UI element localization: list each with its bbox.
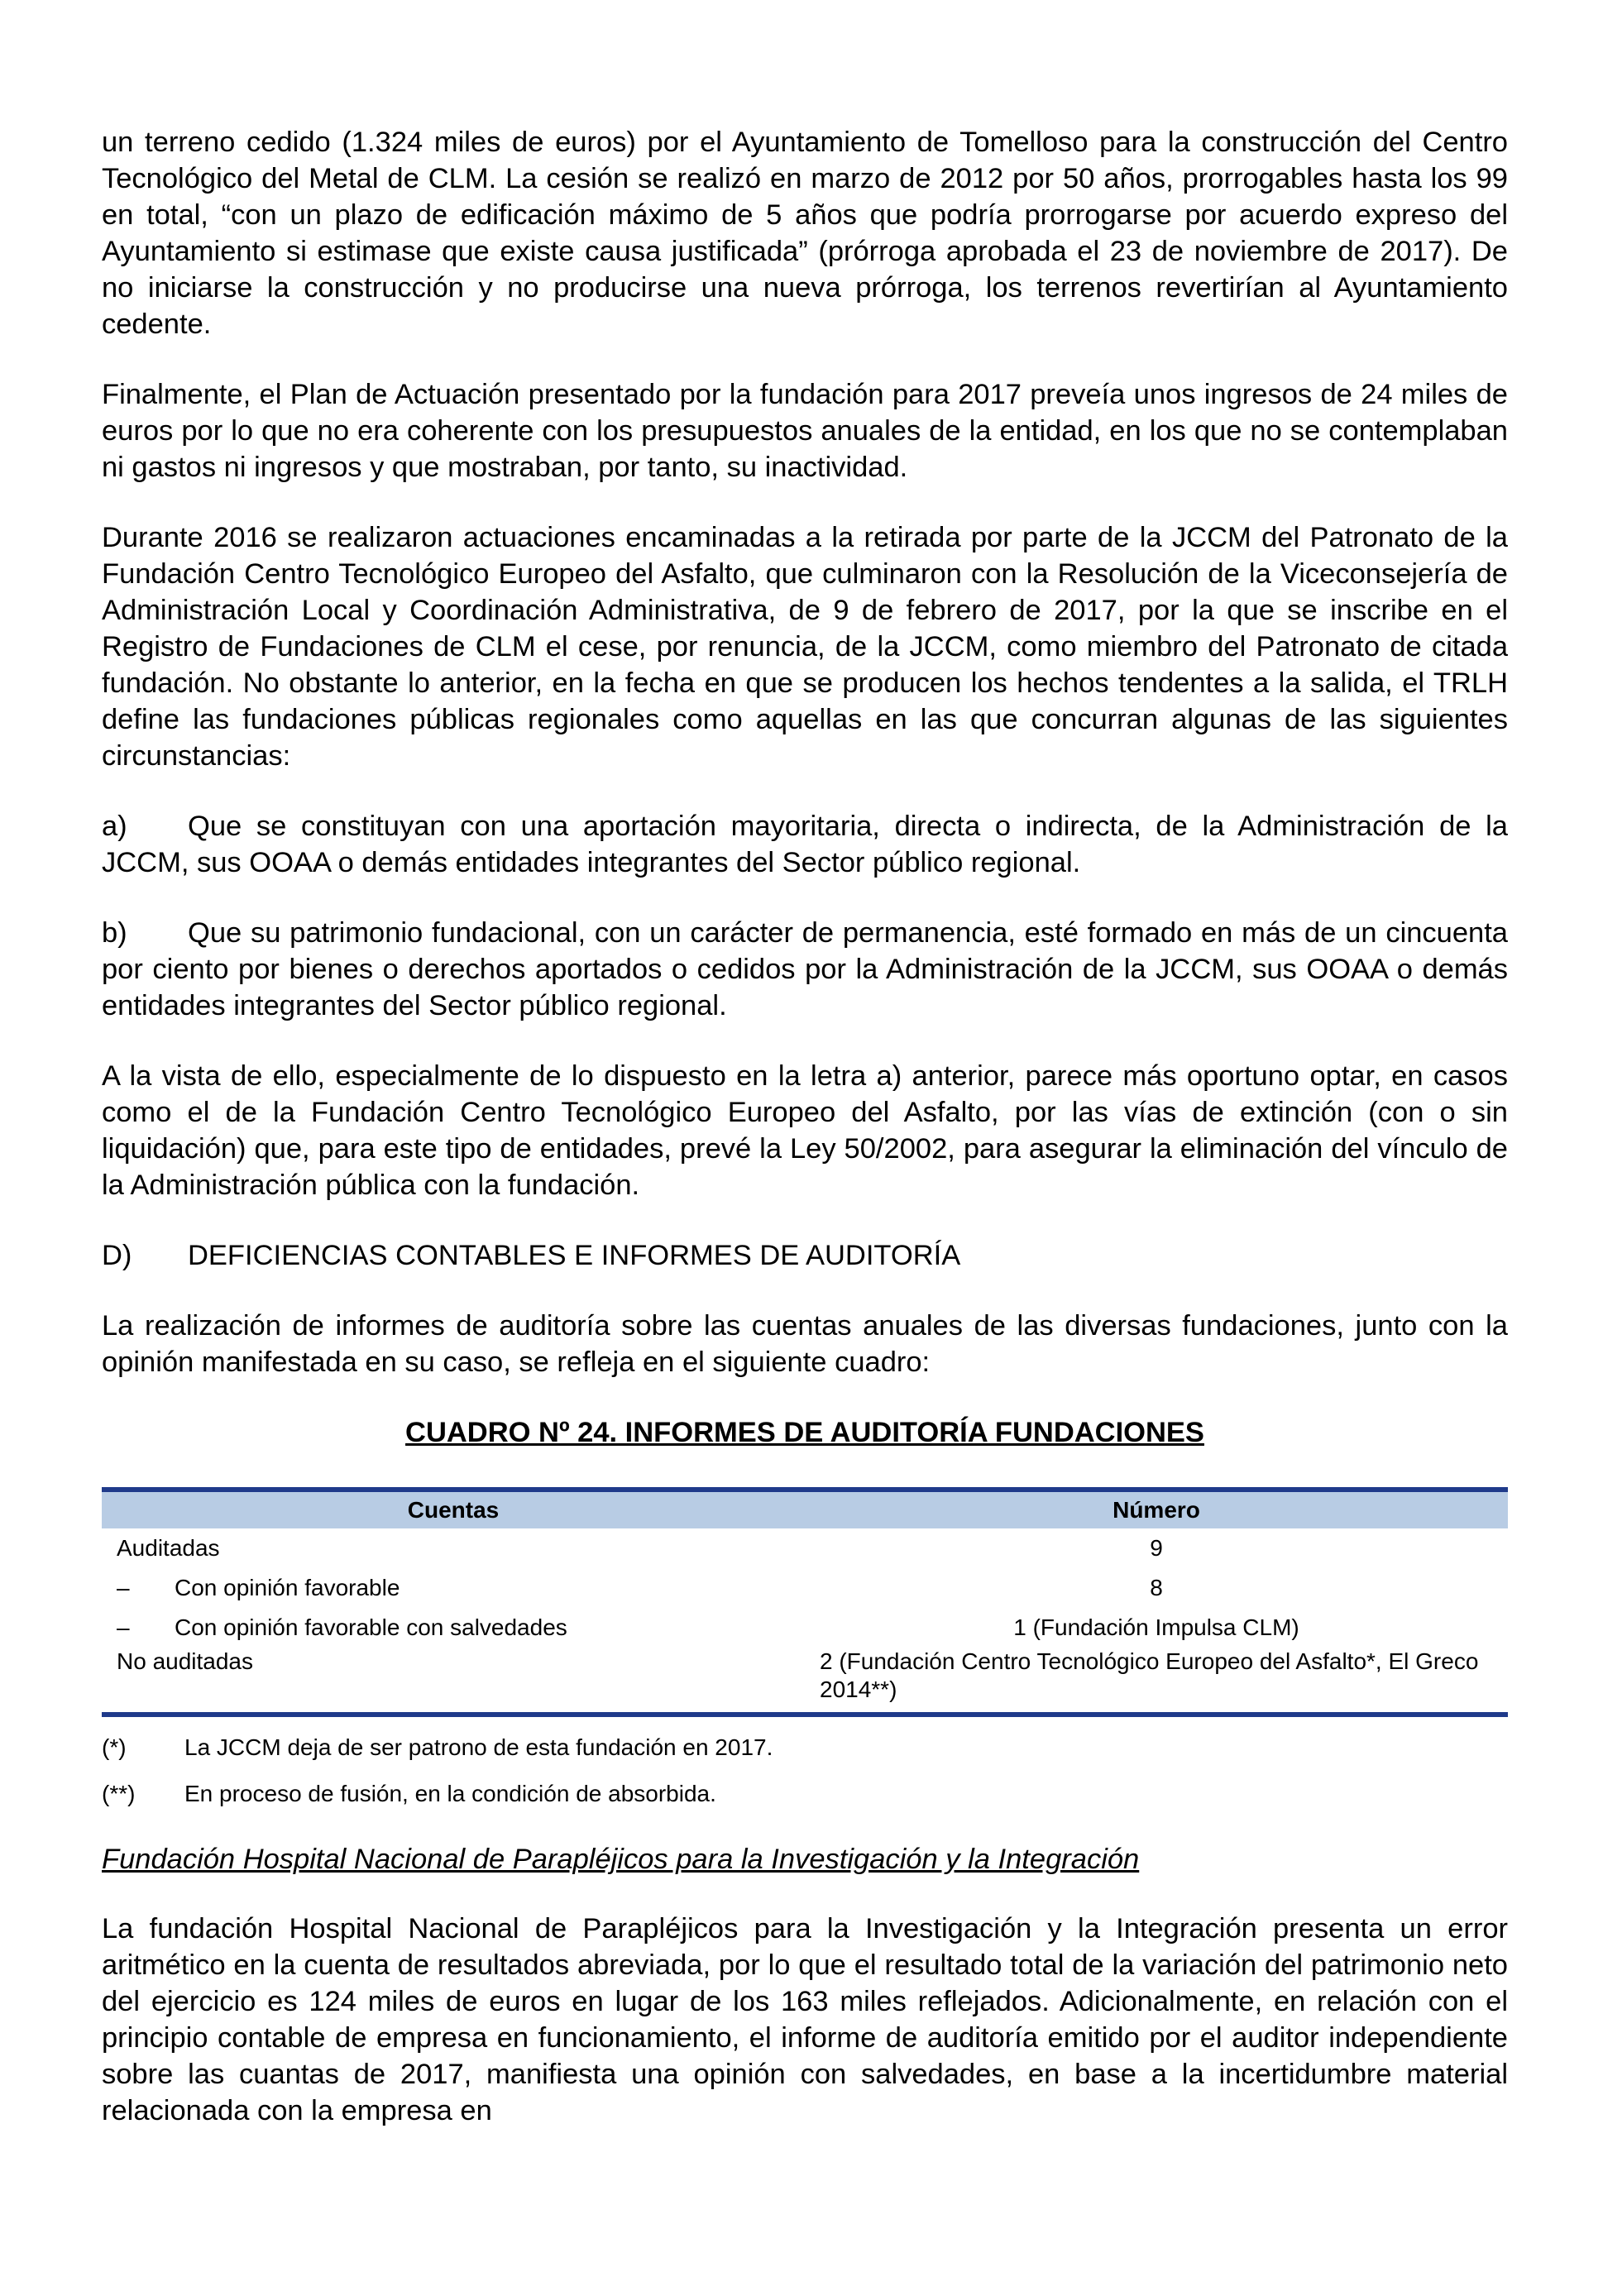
section-heading-d-label: D) bbox=[102, 1240, 132, 1271]
list-label-a: a) bbox=[102, 811, 127, 842]
table-notes bbox=[102, 1734, 1508, 1808]
paragraph-retirada-patronato: Durante 2016 se realizaron actuaciones encaminadas a la retirada por parte de la JCCM del Patronato de la Fundación Centro Tecnológico Europeo del Asfalto, que culminaron con la Resolución de la Viceconsejería de Administración Local y Coordinación Administrativa, de 9 de febrero de 2017, por la que se inscribe en el Registro de Fundaciones de CLM el cese, por renuncia, de la JCCM, como miembro del Patronato de citada fundación. No obstante lo anterior, en la fecha en que se producen los hechos tendentes a la salida, el TRLH define las fundaciones públicas regionales como aquellas en las que concurran algunas de las siguientes circunstancias: bbox=[102, 522, 1508, 772]
audit-table bbox=[102, 1487, 1508, 1717]
paragraph-hospital-paraplejicos: La fundación Hospital Nacional de Parapléjicos para la Investigación y la Integración presenta un error aritmético en la cuenta de resultados abreviada, por lo que el resultado total de la variación del patrimonio neto del ejercicio es 124 miles de euros en lugar de los 163 miles reflejados. Adicionalmente, en relación con el principio contable de empresa en funcionamiento, el informe de auditoría emitido por el auditor independiente sobre las cuantas de 2017, manifiesta una opinión con salvedades, en base a la incertidumbre material relacionada con la empresa en bbox=[102, 1913, 1508, 2126]
table-note bbox=[102, 1780, 1508, 1808]
list-text-a: Que se constituyan con una aportación mayoritaria, directa o indirecta, de la Administración de la JCCM, sus OOAA o demás entidades integrantes del Sector público regional. bbox=[102, 811, 1508, 878]
list-label-b: b) bbox=[102, 917, 127, 949]
paragraph-extincion: A la vista de ello, especialmente de lo dispuesto en la letra a) anterior, parece más oportuno optar, en casos como el de la Fundación Centro Tecnológico Europeo del Asfalto, por las vías de extinción (con o sin liquidación) que, para este tipo de entidades, prevé la Ley 50/2002, para asegurar la eliminación del vínculo de la Administración pública con la fundación. bbox=[102, 1060, 1508, 1201]
list-text-b: Que su patrimonio fundacional, con un carácter de permanencia, esté formado en más de un cincuenta por ciento por bienes o derechos aportados o cedidos por la Administración de la JCCM, sus OOAA o demás entidades integrantes del Sector público regional. bbox=[102, 917, 1508, 1021]
table-cell-label bbox=[102, 1568, 805, 1608]
table-header-numero: Número bbox=[805, 1490, 1508, 1528]
note-text: En proceso de fusión, en la condición de absorbida. bbox=[184, 1781, 716, 1806]
dash-bullet: – bbox=[117, 1575, 130, 1600]
table-cell-value: 1 (Fundación Impulsa CLM) bbox=[1013, 1614, 1299, 1640]
section-heading-d bbox=[102, 1237, 1508, 1274]
table-row bbox=[102, 1568, 1508, 1608]
note-mark: (*) bbox=[102, 1734, 127, 1760]
table-cell-label-text: Con opinión favorable con salvedades bbox=[175, 1614, 567, 1640]
list-item-a bbox=[102, 808, 1508, 881]
table-row bbox=[102, 1528, 1508, 1568]
table-cell-label bbox=[102, 1608, 805, 1648]
note-text: La JCCM deja de ser patrono de esta fundación en 2017. bbox=[184, 1734, 773, 1760]
dash-bullet: – bbox=[117, 1614, 130, 1640]
table-cell-label: Auditadas bbox=[117, 1535, 220, 1561]
list-item-b bbox=[102, 915, 1508, 1024]
section-heading-d-text: DEFICIENCIAS CONTABLES E INFORMES DE AUDITORÍA bbox=[188, 1240, 961, 1271]
table-title: CUADRO Nº 24. INFORMES DE AUDITORÍA FUNDACIONES bbox=[405, 1417, 1204, 1448]
paragraph-informes-auditoria: La realización de informes de auditoría sobre las cuentas anuales de las diversas fundaciones, junto con la opinión manifestada en su caso, se refleja en el siguiente cuadro: bbox=[102, 1310, 1508, 1378]
table-cell-value: 2 (Fundación Centro Tecnológico Europeo del Asfalto*, El Greco 2014**) bbox=[805, 1648, 1508, 1715]
table-cell-label: No auditadas bbox=[102, 1648, 805, 1715]
table-cell-label-text: Con opinión favorable bbox=[175, 1575, 400, 1600]
document-page bbox=[102, 124, 1508, 2163]
paragraph-terreno-cedido: un terreno cedido (1.324 miles de euros) por el Ayuntamiento de Tomelloso para la construcción del Centro Tecnológico del Metal de CLM. La cesión se realizó en marzo de 2012 por 50 años, prorrogables hasta los 99 en total, “con un plazo de edificación máximo de 5 años que podría prorrogarse por acuerdo expreso del Ayuntamiento si estimase que existe causa justificada” (prórroga aprobada el 23 de noviembre de 2017). De no iniciarse la construcción y no producirse una nueva prórroga, los terrenos revertirían al Ayuntamiento cedente. bbox=[102, 127, 1508, 340]
table-header-row bbox=[102, 1490, 1508, 1528]
section-title-hospital-paraplejicos: Fundación Hospital Nacional de Parapléjicos para la Investigación y la Integración bbox=[102, 1844, 1140, 1875]
table-header-cuentas: Cuentas bbox=[102, 1490, 805, 1528]
table-cell-value: 9 bbox=[1150, 1535, 1163, 1561]
note-mark: (**) bbox=[102, 1781, 136, 1806]
table-cell-value: 8 bbox=[1150, 1575, 1163, 1600]
paragraph-plan-actuacion: Finalmente, el Plan de Actuación presentado por la fundación para 2017 preveía unos ingresos de 24 miles de euros por lo que no era coherente con los presupuestos anuales de la entidad, en los que no se contemplaban ni gastos ni ingresos y que mostraban, por tanto, su inactividad. bbox=[102, 379, 1508, 483]
table-row bbox=[102, 1648, 1508, 1715]
table-note bbox=[102, 1734, 1508, 1762]
table-row bbox=[102, 1608, 1508, 1648]
